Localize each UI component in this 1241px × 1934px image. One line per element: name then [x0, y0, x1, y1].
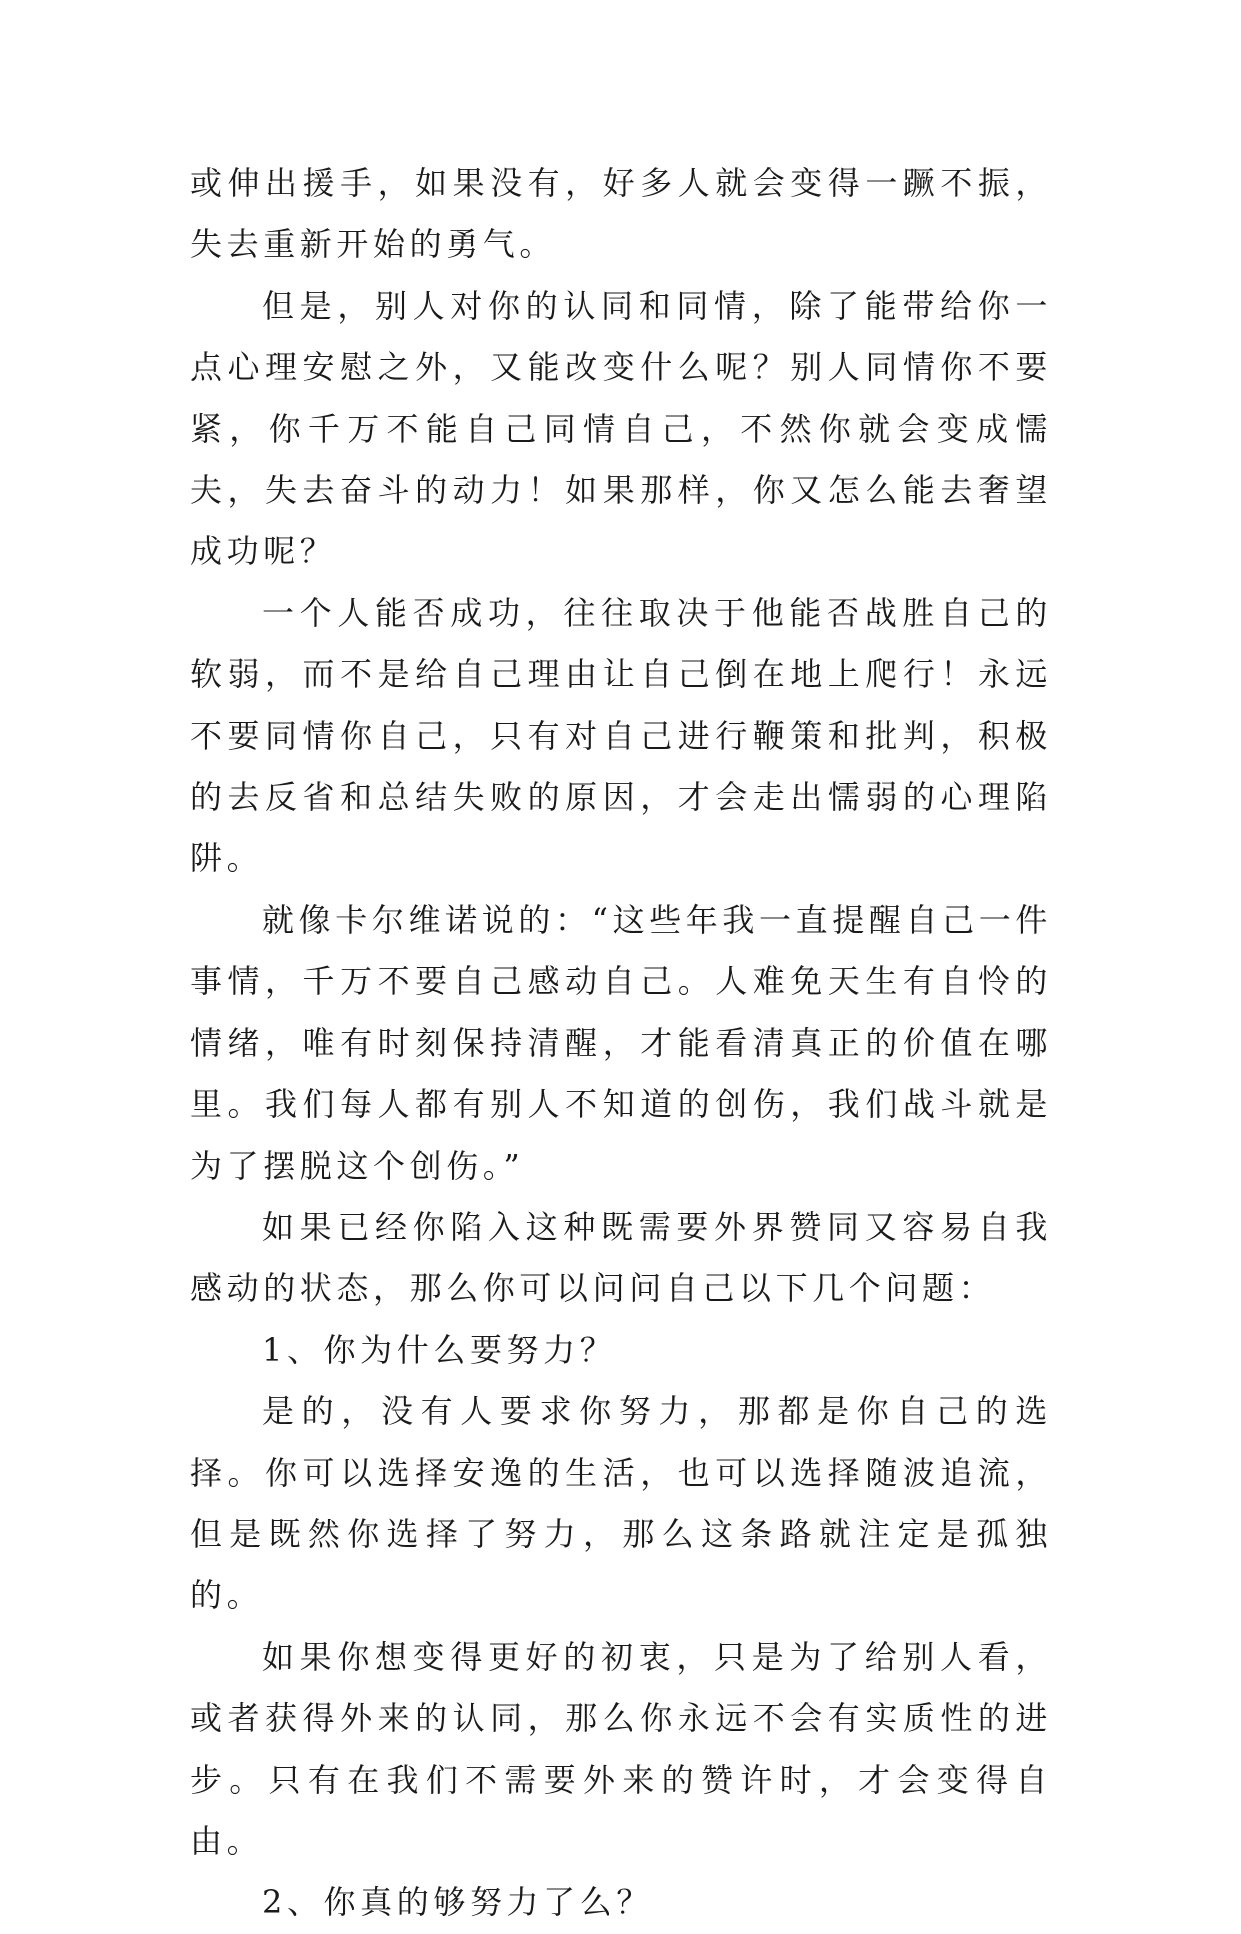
paragraph-5: 如果已经你陷入这种既需要外界赞同又容易自我感动的状态，那么你可以问问自己以下几个问题：: [190, 1207, 1052, 1308]
paragraph-4-quote: 就像卡尔维诺说的：“这些年我一直提醒自己一件事情，千万不要自己感动自己。人难免天生有自怜的情绪，唯有时刻保持清醒，才能看清真正的价值在哪里。我们每人都有别人不知道的创伤，我们战斗就是为了摆脱这个创伤。”: [190, 900, 1052, 1185]
paragraph-7: 如果你想变得更好的初衷，只是为了给别人看，或者获得外来的认同，那么你永远不会有实质性的进步。只有在我们不需要外来的赞许时，才会变得自由。: [190, 1637, 1052, 1860]
document-page: [190, 153, 1052, 1934]
question-1: 1、你为什么要努力？: [262, 1330, 617, 1369]
paragraph-2: 但是，别人对你的认同和同情，除了能带给你一点心理安慰之外，又能改变什么呢？别人同情你不要紧，你千万不能自己同情自己，不然你就会变成懦夫，失去奋斗的动力！如果那样，你又怎么能去奢望成功呢？: [190, 286, 1052, 571]
paragraph-1: 或伸出援手，如果没有，好多人就会变得一蹶不振，失去重新开始的勇气。: [190, 164, 1052, 264]
paragraph-6: 是的，没有人要求你努力，那都是你自己的选择。你可以选择安逸的生活，也可以选择随波追流，但是既然你选择了努力，那么这条路就注定是孤独的。: [190, 1392, 1052, 1615]
paragraph-3: 一个人能否成功，往往取决于他能否战胜自己的软弱，而不是给自己理由让自己倒在地上爬行！永远不要同情你自己，只有对自己进行鞭策和批判，积极的去反省和总结失败的原因，才会走出懦弱的心理陷阱。: [190, 593, 1052, 878]
question-2: 2、你真的够努力了么？: [262, 1883, 653, 1922]
